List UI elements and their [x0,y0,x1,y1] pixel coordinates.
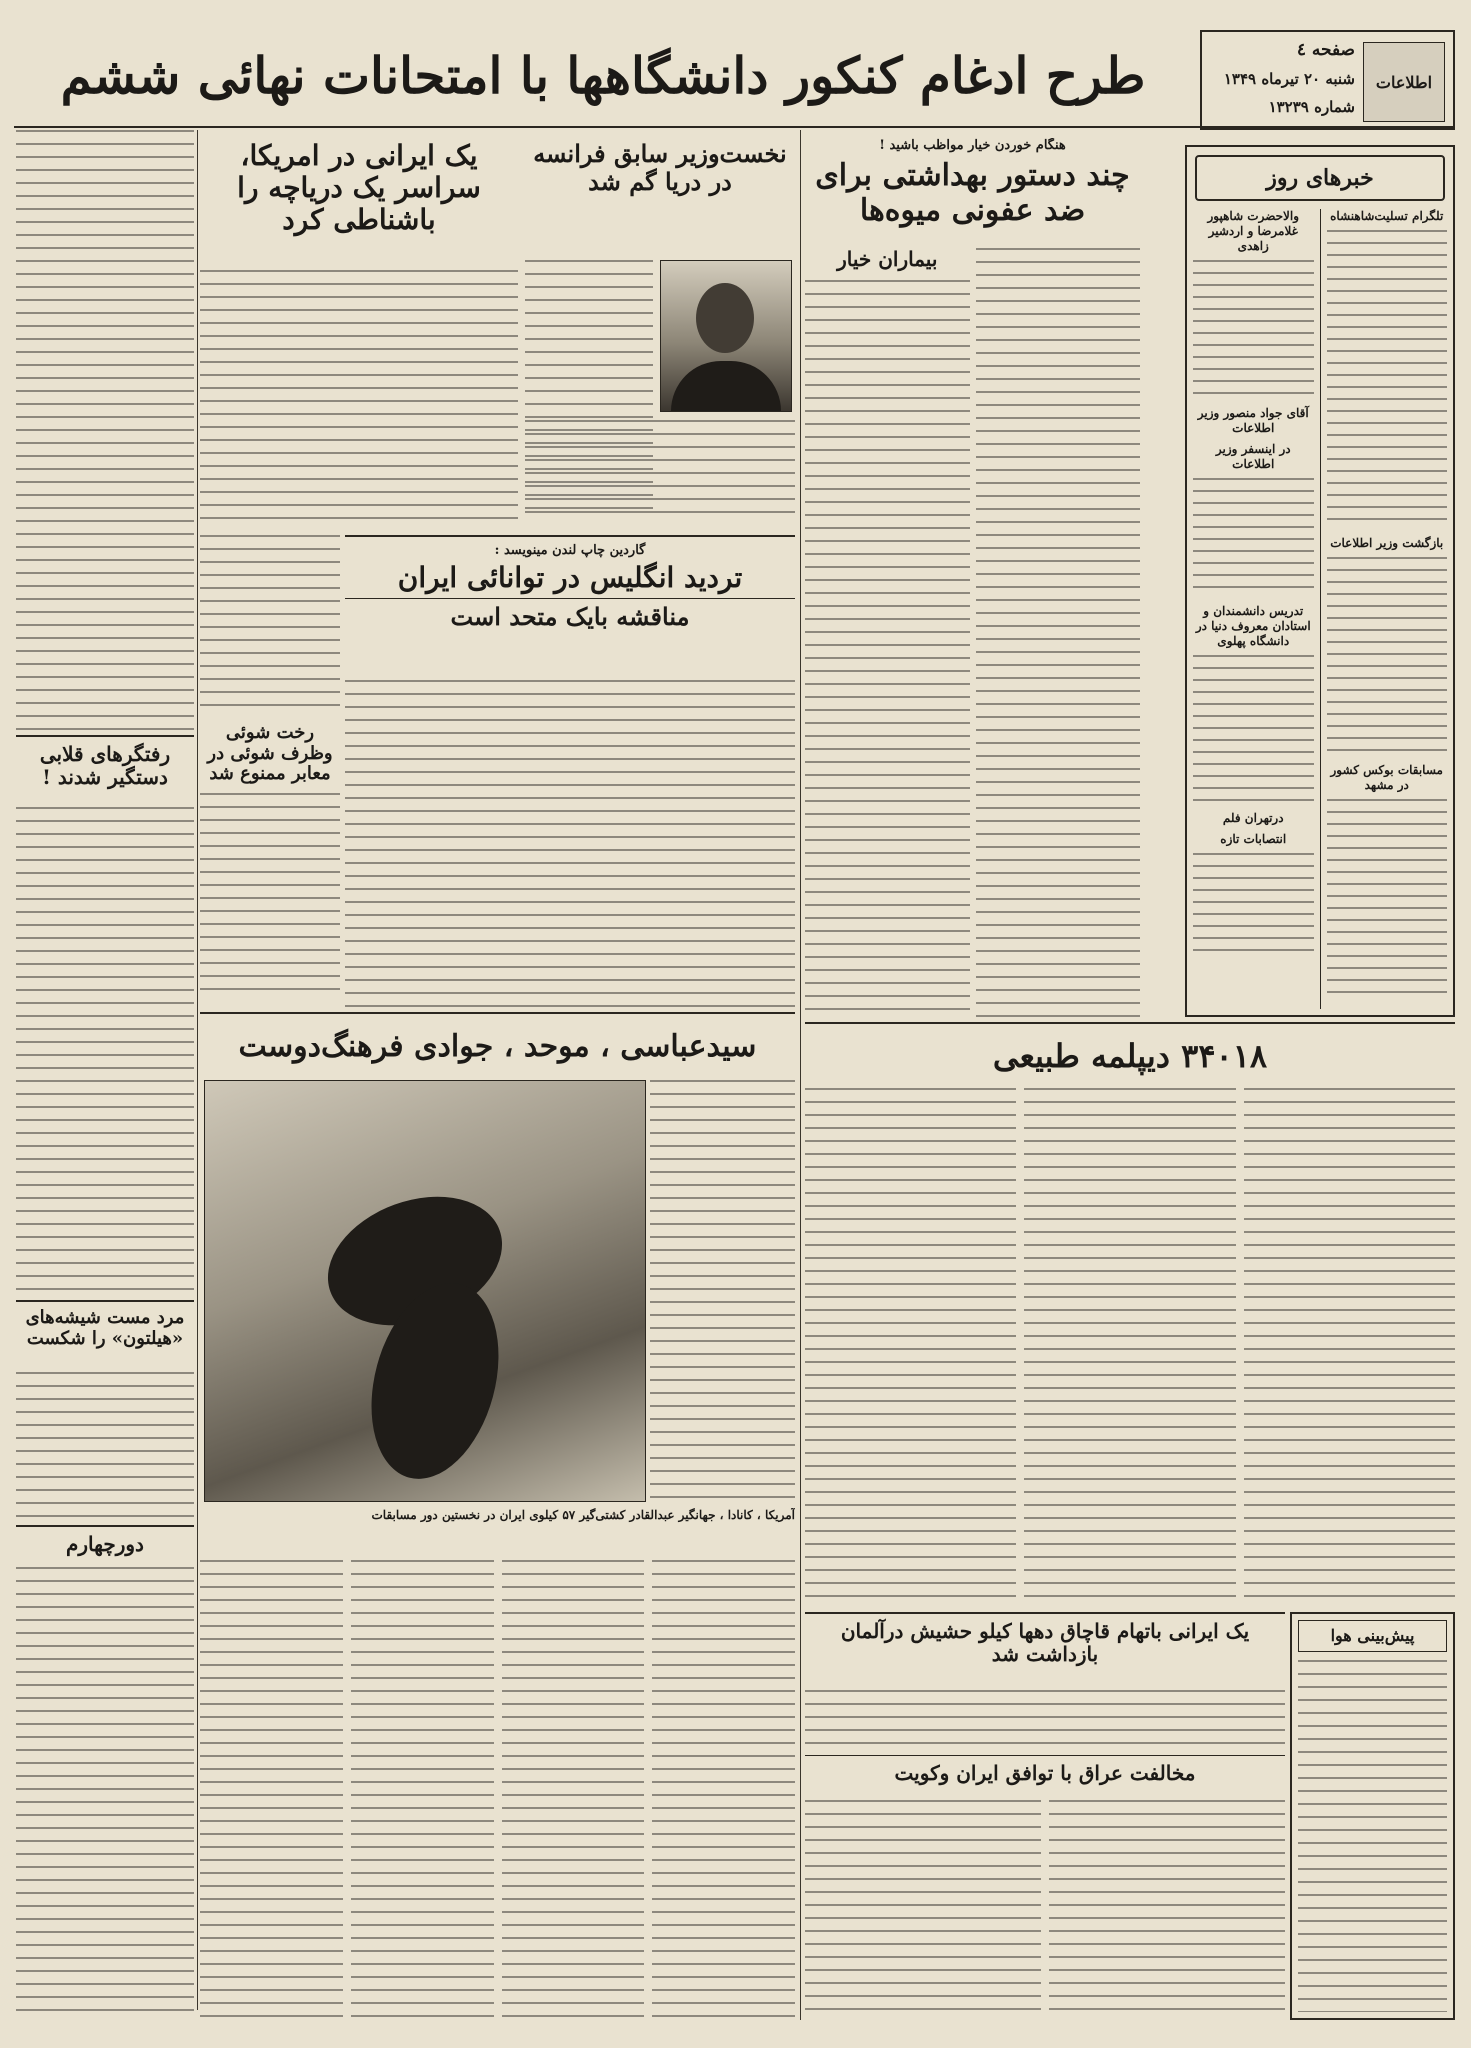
hygiene-col-2 [805,248,970,1018]
hygiene-col-1 [976,248,1141,1018]
sports-col-1 [652,1560,795,2020]
sidebar-item-2: والاحضرت شاهپور غلامرضا و اردشیر زاهدی [1207,209,1300,253]
portrait-shoulders [671,361,781,411]
diploma-title: ۳۴۰۱۸ دیپلمه طبیعی [992,1037,1268,1075]
france-text-2 [525,420,795,520]
portrait-head [696,283,754,353]
sidebar-item-8: درتهران فلم [1222,811,1284,825]
sports-col-4 [200,1560,343,2020]
wrestlers-rule [200,1012,795,1014]
weather-text [1298,1660,1447,2012]
sidebar-item-1: تلگرام تسلیت‌شاهنشاه [1330,209,1444,223]
round4-text [16,1567,194,2020]
uk-iran-title: تردید انگلیس در توانائی ایران [397,561,743,594]
sidebar-item-9: انتصابات تازه [1220,832,1287,846]
col-rule-1 [197,130,198,2010]
weather-box [1290,1612,1455,2020]
sports-col-2 [502,1560,645,2020]
diploma-body [805,1088,1455,1608]
photo-side-text [650,1080,795,1500]
headline-rule [14,126,1455,128]
left-column-text [16,130,194,730]
sidebar-item-3: بازگشت وزیر اطلاعات [1330,536,1444,550]
drunk-title: مرد مست شیشه‌های «هیلتون» را شکست [25,1307,185,1349]
iranian-us-title: یک ایرانی در امریکا، سراسر یک دریاچه را باشناطی کرد [237,140,481,237]
article-drunk [16,1300,194,1520]
sidebar-title: خبرهای روز [1195,155,1445,201]
sidebar-text-block-2 [1327,557,1448,757]
article-iraq-kuwait [805,1755,1285,1795]
iraq-kuwait-col-1 [1049,1800,1285,2020]
round4-title: دورچهارم [66,1532,144,1556]
article-round4 [16,1525,194,2020]
sidebar-text-block-5 [1193,478,1314,598]
article-france [525,140,795,530]
col-rule-2 [800,130,801,2020]
france-title: نخست‌وزیر سابق فرانسه در دریا گم شد [533,140,787,196]
logo-text: اطلاعات [1375,72,1433,92]
uk-iran-sub: مناقشه بایک متحد است [345,598,795,631]
sidebar-col-left [1193,209,1314,1009]
issue-date: شنبه ۲۰ تیرماه ۱۳۴۹ [1223,70,1355,88]
masthead-box [1200,30,1455,130]
diploma-col-3 [805,1088,1016,1608]
iraq-kuwait-body [805,1800,1285,2020]
sidebar-item-5: در اینسفر وزیر اطلاعات [1215,442,1291,471]
uk-iran-kicker: گاردین چاپ لندن مینویسد : [494,543,646,558]
sidebar-divider [1320,209,1321,1009]
hearts-text [16,807,194,1295]
logo [1363,42,1445,122]
hygiene-sub: بیماران خیار [837,247,938,271]
diploma-col-2 [1024,1088,1235,1608]
iranian-us-text [200,270,518,530]
smuggle-title: یک ایرانی باتهام قاچاق دهها کیلو حشیش درآلمان بازداشت شد [840,1619,1250,1666]
sidebar-text-block-7 [1193,853,1314,953]
article-laundry [200,535,340,1010]
sports-results [200,1560,795,2020]
sidebar-col-right [1327,209,1448,1009]
uk-iran-body [345,680,795,1010]
sidebar-text-block-1 [1327,230,1448,530]
laundry-text-top [200,535,340,715]
issue-number: شماره ۱۳۲۳۹ [1268,98,1355,116]
sports-col-3 [351,1560,494,2020]
sidebar-item-6: تدریس دانشمندان و استادان معروف دنیا در دانشگاه پهلوی [1195,604,1311,648]
page-label: صفحه ٤ [1296,40,1355,60]
drunk-text [16,1372,194,1520]
wrestling-photo [204,1080,646,1502]
hygiene-kicker: هنگام خوردن خیار مواظب باشید ! [879,138,1066,153]
diploma-col-1 [1244,1088,1455,1608]
wrestlers-title: سیدعباسی ، موحد ، جوادی فرهنگ‌دوست [238,1029,757,1064]
sidebar-text-block-3 [1327,799,1448,999]
diploma-rule [805,1022,1455,1024]
smuggle-body [805,1690,1285,1750]
sidebar-item-7: مسابقات بوکس کشور در مشهد [1330,763,1443,792]
hygiene-body [805,248,1140,1018]
sidebar-text-block-4 [1193,260,1314,400]
sidebar-text-block-6 [1193,655,1314,805]
article-iranian-us [200,140,518,530]
main-headline: طرح ادغام کنکور دانشگاهها با امتحانات نهائی ششم [60,46,1146,105]
article-uk-iran [345,535,795,675]
hearts-title: رفتگرهای قلابی دستگیر شدند ! [39,742,171,789]
article-left-column-top [16,130,194,730]
laundry-title: رخت شوئی وظرف شوئی در معابر ممنوع شد [207,722,333,785]
iraq-kuwait-col-2 [805,1800,1041,2020]
sidebar-item-4: آقای جواد منصور وزیر اطلاعات [1197,406,1309,435]
hygiene-title: چند دستور بهداشتی برای ضد عفونی میوه‌ها [815,158,1130,228]
laundry-text-bottom [200,793,340,993]
sidebar-news-box [1185,145,1455,1017]
article-hygiene [805,138,1140,1018]
iraq-kuwait-title: مخالفت عراق با توافق ایران وکویت [894,1761,1196,1785]
hygiene-col-2-text [805,280,970,1018]
article-hearts [16,735,194,1295]
weather-title: پیش‌بینی هوا [1298,1620,1447,1652]
portrait-photo [660,260,792,412]
sidebar-columns [1193,209,1447,1009]
photo-caption: آمریکا ، کانادا ، جهانگیر عبدالقادر کشتی‌گیر ۵۷ کیلوی ایران در نخستین دور مسابقات [371,1508,795,1522]
article-smuggle [805,1612,1285,1687]
